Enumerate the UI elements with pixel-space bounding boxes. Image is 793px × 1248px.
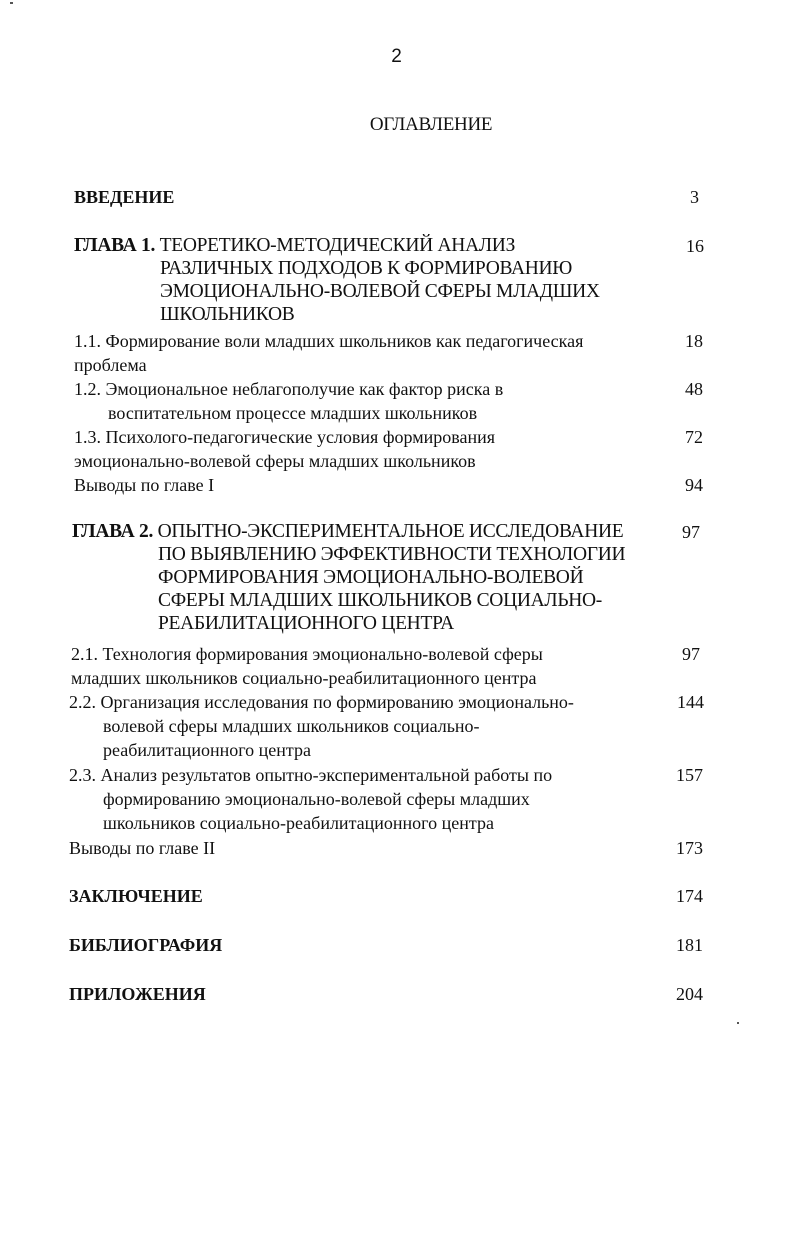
toc-title: ОГЛАВЛЕНИЕ [369,114,493,135]
toc-page-chapter-1-conclusions: 94 [685,475,703,495]
toc-entry-title: ВВЕДЕНИЕ [74,187,175,207]
toc-entry-section-1-2[interactable] [74,377,503,425]
chapter-title-line: ТЕОРЕТИКО-МЕТОДИЧЕСКИЙ АНАЛИЗ [155,235,516,256]
toc-entry-title: Выводы по главе I [74,475,215,495]
toc-page-section-2-2: 144 [677,692,704,712]
section-title-line: младших школьников социально-реабилитационного центра [71,668,537,688]
chapter-title-line: ОПЫТНО-ЭКСПЕРИМЕНТАЛЬНОЕ ИССЛЕДОВАНИЕ [153,521,624,542]
toc-entry-chapter-2-conclusions[interactable] [69,836,215,860]
toc-entry-appendices[interactable] [69,982,206,1006]
toc-entry-introduction[interactable] [74,185,174,209]
toc-entry-section-1-3[interactable] [74,425,495,473]
section-title-line: эмоционально-волевой сферы младших школьников [74,451,476,471]
toc-page-conclusion: 174 [676,886,703,906]
toc-entry-chapter-1-conclusions[interactable] [74,473,214,497]
section-title-line: проблема [74,355,147,375]
toc-entry-title: Выводы по главе II [69,838,216,858]
section-title-line: формированию эмоционально-волевой сферы младших [103,789,530,809]
toc-page-section-2-1: 97 [682,644,700,664]
section-title-line: волевой сферы младших школьников социально- [103,716,480,736]
section-title-line: воспитательном процессе младших школьников [108,403,478,423]
chapter-title-line: ПО ВЫЯВЛЕНИЮ ЭФФЕКТИВНОСТИ ТЕХНОЛОГИИ [158,544,626,565]
toc-entry-conclusion[interactable] [69,884,203,908]
toc-entry-title: ПРИЛОЖЕНИЯ [69,984,206,1004]
toc-page-section-1-2: 48 [685,379,703,399]
section-title-line: школьников социально-реабилитационного центра [103,813,494,833]
toc-entry-title: БИБЛИОГРАФИЯ [69,935,223,955]
chapter-label: ГЛАВА 2. [72,521,154,542]
section-title-line: 1.3. Психолого-педагогические условия формирования [74,427,496,447]
chapter-title-line: РЕАБИЛИТАЦИОННОГО ЦЕНТРА [158,613,454,634]
toc-entry-section-1-1[interactable] [74,329,583,377]
toc-entry-chapter-1[interactable] [74,234,600,326]
section-title-line: реабилитационного центра [103,740,311,760]
section-title-line: 1.2. Эмоциональное неблагополучие как фактор риска в [74,379,504,399]
chapter-title-line: ФОРМИРОВАНИЯ ЭМОЦИОНАЛЬНО-ВОЛЕВОЙ [158,567,584,588]
toc-page-introduction: 3 [690,187,699,207]
chapter-label: ГЛАВА 1. [74,235,156,256]
section-title-line: 2.3. Анализ результатов опытно-экспериментальной работы по [69,765,553,785]
toc-page-chapter-2: 97 [682,522,700,542]
toc-entry-section-2-1[interactable] [71,642,543,690]
toc-page-section-1-1: 18 [685,331,703,351]
chapter-title-line: ЭМОЦИОНАЛЬНО-ВОЛЕВОЙ СФЕРЫ МЛАДШИХ [160,281,600,302]
section-title-line: 1.1. Формирование воли младших школьников как педагогическая [74,331,584,351]
toc-page-chapter-2-conclusions: 173 [676,838,703,858]
toc-entry-title: ЗАКЛЮЧЕНИЕ [69,886,203,906]
page-number: 2 [391,46,402,67]
toc-page-section-1-3: 72 [685,427,703,447]
chapter-title-line: РАЗЛИЧНЫХ ПОДХОДОВ К ФОРМИРОВАНИЮ [160,258,573,279]
toc-entry-bibliography[interactable] [69,933,222,957]
scan-speck [10,2,13,4]
toc-page-appendices: 204 [676,984,703,1004]
toc-entry-section-2-3[interactable] [69,763,552,835]
chapter-title-line: ШКОЛЬНИКОВ [160,304,295,325]
section-title-line: 2.1. Технология формирования эмоционально-волевой сферы [71,644,543,664]
toc-entry-chapter-2[interactable] [72,520,625,635]
toc-page-section-2-3: 157 [676,765,703,785]
toc-page-bibliography: 181 [676,935,703,955]
toc-entry-section-2-2[interactable] [69,690,574,762]
toc-page-chapter-1: 16 [686,236,704,256]
section-title-line: 2.2. Организация исследования по формированию эмоционально- [69,692,574,712]
scan-speck [737,1022,739,1024]
chapter-title-line: СФЕРЫ МЛАДШИХ ШКОЛЬНИКОВ СОЦИАЛЬНО- [158,590,602,611]
